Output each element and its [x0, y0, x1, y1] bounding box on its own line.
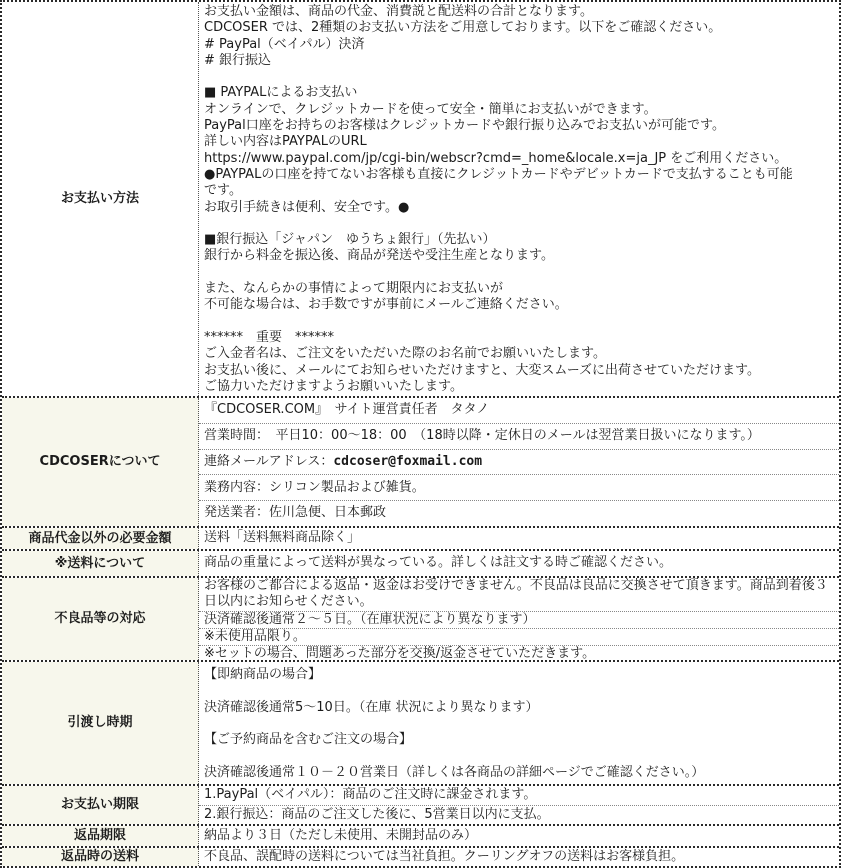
row-label-return-shipping: 返品時の送料: [2, 848, 199, 866]
row-label-about-shipping: ※送料について: [2, 551, 199, 576]
row-label-return-deadline: 返品期限: [2, 826, 199, 846]
text-line: CDCOSER では、2種類のお支払い方法をご用意しております。以下をご確認ください。: [204, 20, 722, 36]
row-content-return-shipping: [199, 848, 839, 866]
text-line: オンラインで、クレジットカードを使って安全・簡単にお支払いができます。: [204, 101, 657, 117]
text-line: ご協力いただけますようお願いいたします。: [204, 378, 463, 394]
row-content-defective-items: [199, 578, 839, 660]
row-label-payment-method: お支払い方法: [2, 2, 199, 396]
subrow: 1.PayPal（ベイパル）：商品のご注文時に課金されます。: [204, 787, 537, 803]
text-line: 決済確認後通常１０－２０営業日（詳しくは各商品の詳細ページでご確認ください。）: [204, 764, 705, 780]
subrow: ※セットの場合、問題あった部分を交換/返金させていただきます。: [199, 645, 839, 660]
subrow: 発送業者：佐川急便、日本郵政: [199, 500, 839, 526]
subrow: 『CDCOSER.COM』 サイト運営責任者 タタノ: [204, 402, 490, 418]
text-line: ●PAYPALの口座を持てないお客様も直接にクレジットカードやデビットカードで支払することも可能: [204, 166, 793, 182]
blank-line: [204, 748, 834, 764]
blank-line: [204, 716, 834, 732]
row-defective-items: [2, 576, 839, 660]
row-content-delivery-time: [199, 662, 839, 784]
row-return-shipping: [2, 846, 839, 866]
blank-line: [204, 216, 834, 232]
subrow: お客様のご都合による返品・返金はお受けできません。不良品は良品に交換させて頂きます。商品到着後３日以内にお知らせください。: [204, 578, 828, 610]
text-line: です。: [204, 183, 242, 199]
text-line: ご入金者名は、ご注文をいただいた際のお名前でお願いいたします。: [204, 346, 606, 362]
subrow: 業務内容：シリコン製品および雑貨。: [199, 474, 839, 500]
contact-email: cdcoser@foxmail.com: [333, 453, 483, 469]
text-line: # PayPal（ベイパル）決済: [204, 36, 365, 52]
row-extra-charges: [2, 526, 839, 549]
row-text: 送料「送料無料商品除く」: [204, 530, 361, 546]
text-line: PayPal口座をお持ちのお客様はクレジットカードや銀行振り込みでお支払いが可能です。: [204, 118, 725, 134]
text-line: https://www.paypal.com/jp/cgi-bin/webscr?cmd=_home&locale.x=ja_JP をご利用ください。: [204, 150, 788, 166]
subrow: ※未使用品限り。: [199, 628, 839, 645]
row-payment-deadline: [2, 784, 839, 824]
row-label-extra-charges: 商品代金以外の必要金額: [2, 528, 199, 549]
text-line: ****** 重要 ******: [204, 329, 335, 345]
row-content-extra-charges: [199, 528, 839, 549]
blank-line: [204, 265, 834, 281]
row-payment-method: [2, 2, 839, 396]
contact-email-label: 連絡メールアドレス：: [204, 453, 334, 469]
blank-line: [204, 314, 834, 330]
subrow: 決済確認後通常２～５日。（在庫状況により異なります）: [199, 611, 839, 628]
subrow: 営業時間： 平日10：00～18：00 （18時以降・定休日のメールは翌営業日扱いになります。）: [199, 423, 839, 449]
text-line: また、なんらかの事情によって期限内にお支払いが: [204, 281, 504, 297]
row-content-about-shipping: [199, 551, 839, 576]
text-line: 銀行から料金を振込後、商品が発送や受注生産となります。: [204, 248, 554, 264]
text-line: ■ PAYPALによるお支払い: [204, 85, 358, 101]
text-line: ■銀行振込「ジャパン ゆうちょ銀行」（先払い）: [204, 232, 496, 248]
row-label-delivery-time: 引渡し時期: [2, 662, 199, 784]
row-about-shipping: [2, 549, 839, 576]
subrow: [199, 449, 839, 475]
text-line: 詳しい内容はPAYPALのURL: [204, 134, 367, 150]
text-line: お支払い後に、メールにてお知らせいただけますと、大変スムーズに出荷させていただけます。: [204, 362, 761, 378]
row-text: 納品より３日（ただし未使用、未開封品のみ）: [204, 827, 478, 843]
row-label-defective-items: 不良品等の対応: [2, 578, 199, 660]
row-return-deadline: [2, 824, 839, 846]
row-text: 商品の重量によって送料が異なっている。詳しくは註文する時ご確認ください。: [204, 555, 673, 571]
row-delivery-time: [2, 660, 839, 784]
row-text: 不良品、誤配時の送料については当社負担。クーリングオフの送料はお客様負担。: [204, 848, 685, 864]
subrow: 2.銀行振込：商品のご注文した後に、5営業日以内に支払。: [199, 805, 839, 825]
blank-line: [204, 683, 834, 699]
row-content-return-deadline: [199, 826, 839, 846]
blank-line: [204, 69, 834, 85]
text-line: # 銀行振込: [204, 52, 272, 68]
text-line: お支払い金額は、商品の代金、消費説と配送料の合計となります。: [204, 4, 593, 19]
row-content-about-cdcoser: [199, 398, 839, 526]
row-label-about-cdcoser: CDCOSERについて: [2, 398, 199, 526]
text-line: お取引手続きは便利、安全です。●: [204, 199, 410, 215]
text-line: 【ご予約商品を含むご注文の場合】: [204, 732, 413, 748]
row-label-payment-deadline: お支払い期限: [2, 786, 199, 824]
row-content-payment-method: [199, 2, 839, 396]
text-line: 【即納商品の場合】: [204, 667, 322, 682]
text-line: 不可能な場合は、お手数ですが事前にメールご連絡ください。: [204, 297, 568, 313]
row-about-cdcoser: [2, 396, 839, 526]
text-line: 決済確認後通常5～10日。（在庫 状況により異なります）: [204, 699, 539, 715]
row-content-payment-deadline: [199, 786, 839, 824]
